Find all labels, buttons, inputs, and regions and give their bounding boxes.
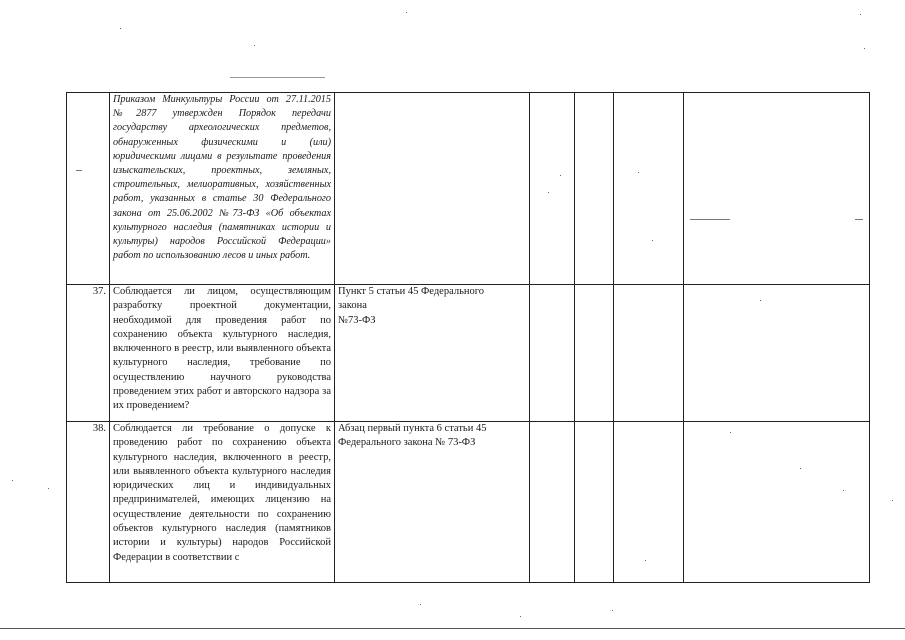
legal-basis-text-line2: №73-ФЗ	[338, 314, 376, 326]
answer-no-cell	[575, 285, 614, 422]
scan-speck	[48, 488, 49, 489]
scan-artifact-dash	[76, 170, 82, 171]
scan-speck	[800, 468, 801, 469]
table-row	[67, 422, 870, 583]
legal-basis-text: Пункт 5 статьи 45 Федерального закона	[338, 286, 485, 312]
scan-speck	[652, 240, 653, 241]
scan-speck	[420, 604, 421, 605]
requirement-question: Соблюдается ли требование о допуске к проведению работ по сохранению объекта культурного наследия, включенного в реестр, или выявленного объекта культурного наследия юридических лиц и индивидуальных предпринимателей, имеющих лицензию на осуществление деятельности по сохранению объектов культурного наследия (памятников истории и культуры) народов Российской Федерации в соответствии с	[110, 422, 335, 583]
legal-basis	[335, 285, 530, 422]
scan-speck	[120, 28, 121, 29]
checklist-table	[66, 92, 870, 583]
answer-no-cell	[575, 422, 614, 583]
scan-speck	[406, 12, 407, 13]
scan-speck	[254, 45, 255, 46]
answer-yes-cell	[530, 93, 575, 285]
scan-speck	[730, 432, 731, 433]
row-number: 38.	[67, 422, 110, 583]
scan-speck	[892, 500, 893, 501]
scan-artifact-line	[0, 628, 905, 629]
scan-artifact-dash	[855, 219, 863, 220]
scan-speck	[760, 300, 761, 301]
scan-speck	[560, 175, 561, 176]
scan-speck	[12, 480, 13, 481]
row-number	[67, 93, 110, 285]
notes-cell	[684, 422, 870, 583]
legal-basis	[335, 422, 530, 583]
requirement-question: Приказом Минкультуры России от 27.11.2015 №2877 утвержден Порядок передачи государству археологических предметов, обнаруженных физическими и (или) юридическими лицами в результате проведения изыскательских, проектных, земляных, строительных, мелиоративных, хозяйственных работ, указанных в статье 30 Федерального закона от 25.06.2002 №73-ФЗ «Об объектах культурного наследия (памятниках истории и культуры) народов Российской Федерации» работ по использованию лесов и иных работ.	[110, 93, 335, 285]
scan-speck	[520, 616, 521, 617]
answer-na-cell	[614, 422, 684, 583]
scan-speck	[843, 490, 844, 491]
requirement-question: Соблюдается ли лицом, осуществляющим разработку проектной документации, необходимой для проведения работ по сохранению объекта культурного наследия, включенного в реестр, или выявленного объекта культурного наследия, требование по осуществлению научного руководства проведением этих работ и авторского надзора за их проведением?	[110, 285, 335, 422]
answer-no-cell	[575, 93, 614, 285]
legal-basis-text: Абзац первый пункта 6 статьи 45 Федерального закона № 73-ФЗ	[338, 423, 487, 449]
answer-yes-cell	[530, 422, 575, 583]
scan-artifact-dash	[690, 219, 730, 220]
scan-speck	[612, 610, 613, 611]
notes-cell	[684, 285, 870, 422]
answer-yes-cell	[530, 285, 575, 422]
table-row	[67, 285, 870, 422]
scan-speck	[860, 14, 861, 15]
answer-na-cell	[614, 93, 684, 285]
legal-basis	[335, 93, 530, 285]
scan-speck	[864, 48, 865, 49]
scan-speck	[645, 560, 646, 561]
scan-speck	[638, 172, 639, 173]
scan-artifact-line	[230, 77, 325, 78]
table-row	[67, 93, 870, 285]
row-number: 37.	[67, 285, 110, 422]
answer-na-cell	[614, 285, 684, 422]
notes-cell	[684, 93, 870, 285]
scan-speck	[548, 192, 549, 193]
